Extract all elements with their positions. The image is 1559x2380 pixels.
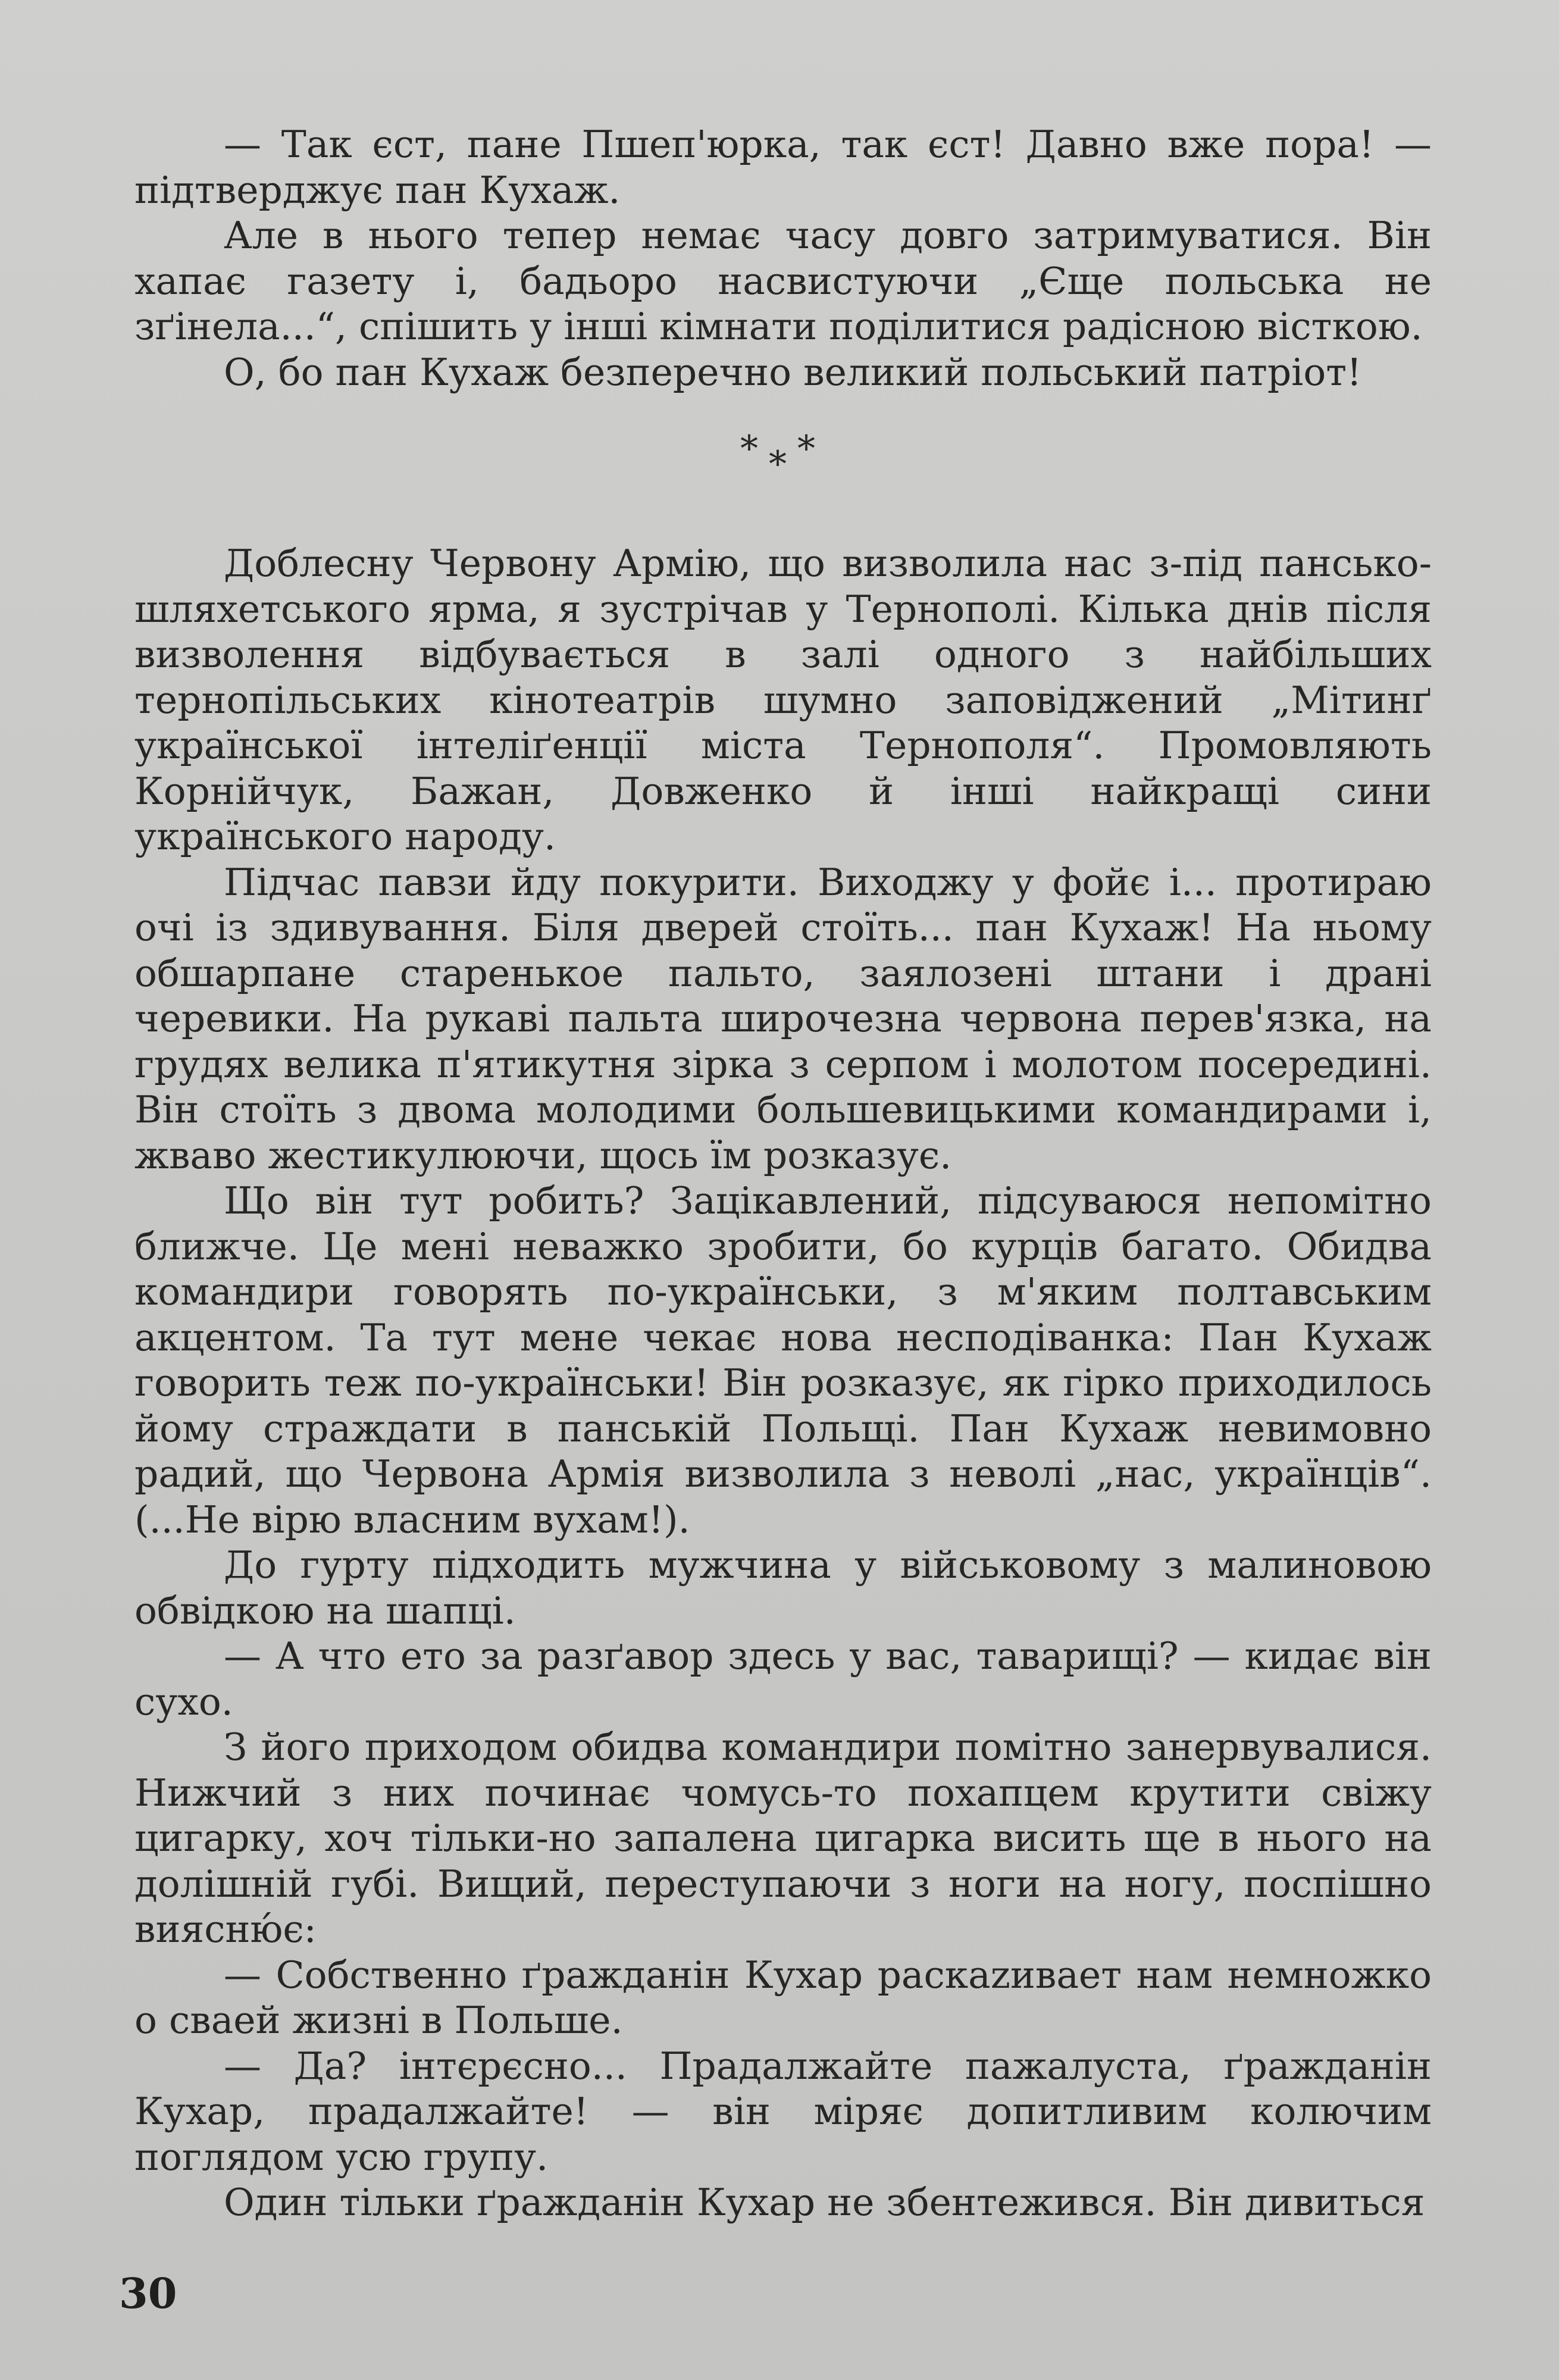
paragraph: З його приходом обидва командири помітно занервувалися. Нижчий з них починає чомусь-то похапцем крутити свіжу цигарку, хоч тільки-но запалена цигарка висить ще в нього на долішній губі. Вищий, переступаючи з ноги на ногу, поспішно виясню́є:: [134, 1725, 1432, 1951]
section-separator: [134, 405, 1432, 541]
paragraph: О, бо пан Кухаж безперечно великий польський патріот!: [224, 350, 1362, 394]
page-text: [134, 122, 1432, 2226]
paragraph: — Собственно ґражданін Кухар раскazивает нам немножко о сваей жизні в Польше.: [134, 1953, 1432, 2042]
paragraph: — Так єст, пане Пшеп'юрка, так єст! Давно вже пора! — підтверджує пан Кухаж.: [134, 123, 1432, 212]
page-number: 30: [119, 2269, 177, 2318]
paragraph: Один тільки ґражданін Кухар не збентежився. Він дивиться: [224, 2181, 1425, 2224]
paragraph: Доблесну Червону Армію, що визволила нас з-під пансько-шляхетського ярма, я зустрічав у Тернополі. Кілька днів після визволення відбувається в залі одного з найбільших тернопільських кінотеатрів шумно заповіджений „Мітинґ української інтеліґенції міста Тернополя“. Промовляють Корнійчук, Бажан, Довженко й інші найкращі сини українського народу.: [134, 542, 1432, 858]
paragraph: Підчас павзи йду покурити. Виходжу у фойє і... протираю очі із здивування. Біля дверей стоїть... пан Кухаж! На ньому обшарпане старенькое пальто, заялозені штани і драні черевики. На рукаві пальта широчезна червона перев'язка, на грудях велика п'ятикутня зірка з серпом і молотом посередині. Він стоїть з двома молодими большевицькими командирами і, жваво жестикулюючи, щось їм розказує.: [134, 860, 1432, 1177]
paragraph: Але в нього тепер немає часу довго затримуватися. Він хапає газету і, бадьоро насвистуючи „Єще польська не зґінела...“, спішить у інші кімнати поділитися радісною вісткою.: [134, 214, 1432, 348]
asterisk: *: [740, 428, 769, 470]
asterisk: *: [769, 443, 797, 485]
asterism: [134, 426, 1432, 485]
asterisk: *: [797, 428, 826, 470]
paragraph: — Да? інтєрєсно... Прадалжайте пажалуста, ґражданін Кухар, прадалжайте! — він міряє допитливим колючим поглядом усю групу.: [134, 2044, 1432, 2179]
paragraph: — А что ето за разґавор здесь у вас, таварищі? — кидає він сухо.: [134, 1634, 1432, 1724]
paragraph: Що він тут робить? Зацікавлений, підсуваюся непомітно ближче. Це мені неважко зробити, бо курців багато. Обидва командири говорять по-українськи, з м'яким полтавським акцентом. Та тут мене чекає нова несподіванка: Пан Кухаж говорить теж по-українськи! Він розказує, як гірко приходилось йому страждати в панській Польщі. Пан Кухаж невимовно радий, що Червона Армія визволила з неволі „нас, українців“. (...Не вірю власним вухам!).: [134, 1179, 1432, 1541]
paragraph: До гурту підходить мужчина у військовому з малиновою обвідкою на шапці.: [134, 1543, 1432, 1632]
